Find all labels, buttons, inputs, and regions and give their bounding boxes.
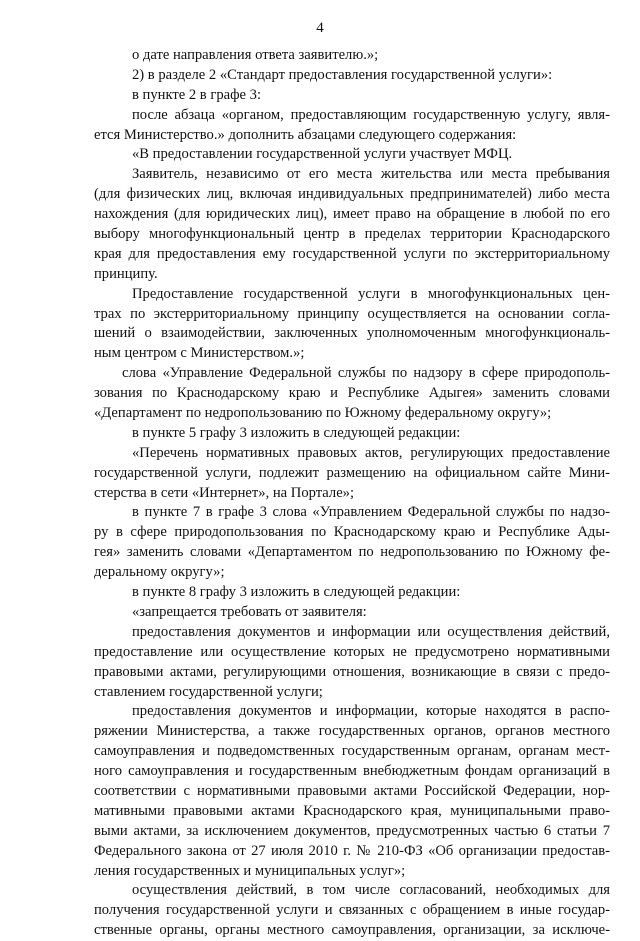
text-line: 2) в разделе 2 «Стандарт предоставления государственной услуги»: (132, 66, 553, 83)
text-line: (для физических лиц, включая индивидуальных предпринимателей) либо места (94, 186, 610, 203)
text-line: нахождения (для юридических лиц), имеет право на обращение в любой по его (94, 206, 610, 223)
text-line: трах по экстерриториальному принципу осуществляется на основании согла- (94, 305, 610, 322)
text-line: выми актами, за исключением документов, предусмотренных частью 6 статьи 7 (94, 822, 610, 839)
text-line: в пункте 2 в графе 3: (132, 86, 262, 103)
text-line: принципу. (94, 265, 158, 282)
page-number: 4 (316, 20, 324, 36)
text-line: «Перечень нормативных правовых актов, регулирующих предоставление (132, 444, 610, 461)
text-line: ным центром с Министерством.»; (94, 345, 305, 362)
text-line: о дате направления ответа заявителю.»; (132, 47, 379, 63)
text-line: зования по Краснодарскому краю и Республике Адыгея» заменить словами (94, 385, 610, 402)
text-line: «В предоставлении государственной услуги участвует МФЦ. (132, 146, 513, 163)
text-line: в пункте 8 графу 3 изложить в следующей редакции: (132, 584, 461, 601)
text-line: в пункте 7 в графе 3 слова «Управлением Федеральной службы по надзо- (132, 504, 610, 521)
text-line: ления государственных и муниципальных услуг»; (94, 862, 406, 879)
text-line: в пункте 5 графу 3 изложить в следующей редакции: (132, 424, 461, 441)
text-line: мативными правовыми актами Краснодарского края, муниципальными право- (94, 802, 610, 819)
text-line: Предоставление государственной услуги в многофункциональных цен- (132, 285, 610, 302)
text-line: гея» заменить словами «Департаментом по недропользованию по Южному фе- (94, 544, 610, 561)
text-line: ется Министерство.» дополнить абзацами следующего содержания: (94, 126, 517, 143)
text-line: Заявитель, независимо от его места жительства или места пребывания (132, 166, 610, 183)
text-line: правовыми актами, регулирующими отношения, возникающие в связи с предо- (94, 663, 610, 680)
text-line: получения государственной услуги и связанных с обращением в иные государ- (94, 902, 610, 919)
text-line: осуществления действий, в том числе согласований, необходимых для (132, 882, 610, 899)
text-line: самоуправления и подведомственных государственным органам, органам мест- (94, 743, 610, 760)
text-line: государственной услуги, подлежит размещению на официальном сайте Мини- (94, 464, 610, 481)
text-line: выбору многофункциональный центр в пределах территории Краснодарского (94, 226, 610, 243)
text-line: края для предоставления ему государственной услуги по экстерриториальному (94, 245, 610, 262)
text-line: ру в сфере природопользования по Краснодарскому краю и Республике Ады- (94, 524, 610, 541)
text-line: соответствии с нормативными правовыми актами Российской Федерации, нор- (94, 782, 610, 799)
text-line: ряжении Министерства, а также государственных органов, органов местного (94, 723, 610, 740)
text-line: предоставление или осуществление которых не предусмотрено нормативными (94, 643, 610, 660)
text-line: деральному округу»; (94, 564, 225, 581)
document-body (94, 46, 610, 941)
text-line: после абзаца «органом, предоставляющим государственную услугу, явля- (132, 106, 610, 123)
text-line: шений о взаимодействии, заключенных уполномоченным многофункциональ- (94, 325, 610, 342)
text-line: Федерального закона от 27 июля 2010 г. № 210-ФЗ «Об организации предостав- (94, 842, 610, 859)
text-line: стерства в сети «Интернет», на Портале»; (94, 484, 355, 501)
text-line: ственные органы, органы местного самоуправления, организации, за исключе- (94, 922, 610, 939)
text-line: слова «Управление Федеральной службы по надзору в сфере природополь- (122, 365, 610, 382)
text-line: «Департамент по недропользованию по Южному федеральному округу»; (94, 405, 552, 422)
text-line: ставлением государственной услуги; (94, 683, 323, 700)
text-line: ного самоуправления и государственным внебюджетным фондам организаций в (94, 763, 610, 780)
text-line: «запрещается требовать от заявителя: (132, 603, 367, 620)
text-line: предоставления документов и информации, которые находятся в распо- (132, 703, 610, 720)
text-line: предоставления документов и информации или осуществления действий, (132, 623, 610, 640)
